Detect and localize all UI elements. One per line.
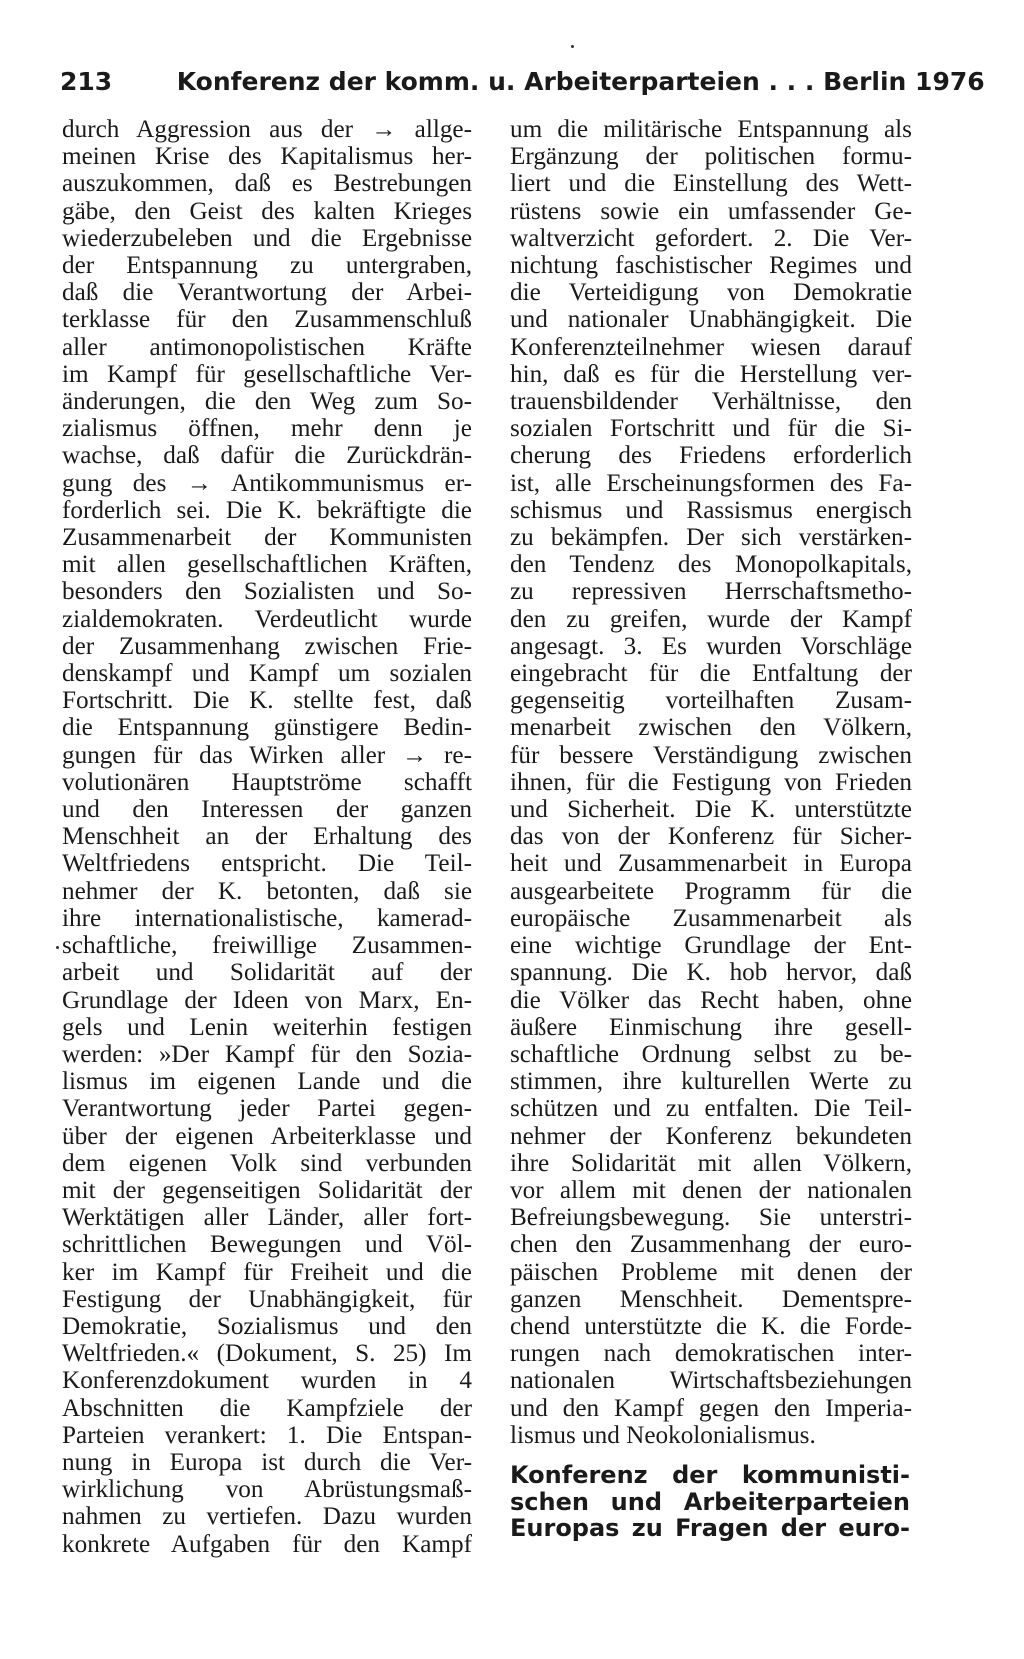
text-line: Festigung der Unabhängigkeit, für bbox=[62, 1285, 472, 1313]
text-line: denskampf und Kampf um sozialen bbox=[62, 660, 472, 688]
text-line: spannung. Die K. hob hervor, daß bbox=[510, 959, 912, 987]
text-line: arbeit und Solidarität auf der bbox=[62, 959, 472, 987]
text-line: auszukommen, daß es Bestrebungen bbox=[62, 170, 472, 198]
text-line: durch Aggression aus der → allge- bbox=[62, 116, 472, 143]
entry-text-left bbox=[62, 116, 472, 1558]
text-line: gung des → Antikommunismus er- bbox=[62, 469, 472, 497]
text-line: Verantwortung jeder Partei gegen- bbox=[62, 1095, 472, 1123]
text-line: lismus im eigenen Lande und die bbox=[62, 1068, 472, 1096]
text-line: schaftliche Ordnung selbst zu be- bbox=[510, 1040, 912, 1068]
text-line: um die militärische Entspannung als bbox=[510, 116, 912, 143]
text-line: ihre Solidarität mit allen Völkern, bbox=[510, 1149, 912, 1177]
text-line: gungen für das Wirken aller → re- bbox=[62, 741, 472, 769]
text-line: im Kampf für gesellschaftliche Ver- bbox=[62, 360, 472, 388]
text-line: terklasse für den Zusammenschluß bbox=[62, 306, 472, 334]
text-line: forderlich sei. Die K. bekräftigte die bbox=[62, 496, 472, 524]
text-line: heit und Zusammenarbeit in Europa bbox=[510, 850, 912, 878]
entry-text-right bbox=[510, 116, 912, 1449]
text-line: Zusammenarbeit der Kommunisten bbox=[62, 524, 472, 552]
text-line: schaftliche, freiwillige Zusammen- bbox=[62, 932, 472, 960]
text-line: Konferenzdokument wurden in 4 bbox=[62, 1367, 472, 1395]
text-line: ist, alle Erscheinungsformen des Fa- bbox=[510, 469, 912, 497]
text-line: ganzen Menschheit. Dementspre- bbox=[510, 1285, 912, 1313]
text-line: gels und Lenin weiterhin festigen bbox=[62, 1013, 472, 1041]
text-line: zialdemokraten. Verdeutlicht wurde bbox=[62, 605, 472, 633]
text-line: der Zusammenhang zwischen Frie- bbox=[62, 632, 472, 660]
text-line: chend unterstützte die K. die Forde- bbox=[510, 1312, 912, 1340]
text-line: Werktätigen aller Länder, aller fort- bbox=[62, 1204, 472, 1232]
text-line: schützen und zu entfalten. Die Teil- bbox=[510, 1095, 912, 1123]
text-line: Menschheit an der Erhaltung des bbox=[62, 823, 472, 851]
text-line: Weltfriedens entspricht. Die Teil- bbox=[62, 850, 472, 878]
text-line: das von der Konferenz für Sicher- bbox=[510, 823, 912, 851]
page-number: 213 bbox=[60, 67, 113, 96]
text-line: den Tendenz des Monopolkapitals, bbox=[510, 551, 912, 579]
text-line: Befreiungsbewegung. Sie unterstri- bbox=[510, 1204, 912, 1232]
text-line: Fortschritt. Die K. stellte fest, daß bbox=[62, 687, 472, 715]
heading-line: schen und Arbeiterparteien bbox=[510, 1487, 910, 1516]
next-entry-heading bbox=[510, 1462, 910, 1542]
text-line: nung in Europa ist durch die Ver- bbox=[62, 1448, 472, 1476]
text-line: chen den Zusammenhang der euro- bbox=[510, 1231, 912, 1259]
text-line: gäbe, den Geist des kalten Krieges bbox=[62, 197, 472, 225]
text-line: Weltfrieden.« (Dokument, S. 25) Im bbox=[62, 1340, 472, 1368]
text-line: liert und die Einstellung des Wett- bbox=[510, 170, 912, 198]
text-line: meinen Krise des Kapitalismus her- bbox=[62, 143, 472, 171]
text-line: die Völker das Recht haben, ohne bbox=[510, 986, 912, 1014]
text-line: rungen nach demokratischen inter- bbox=[510, 1340, 912, 1368]
text-line: schismus und Rassismus energisch bbox=[510, 496, 912, 524]
text-line: vor allem mit denen der nationalen bbox=[510, 1176, 912, 1204]
text-line: Ergänzung der politischen formu- bbox=[510, 143, 912, 171]
text-line: waltverzicht gefordert. 2. Die Ver- bbox=[510, 224, 912, 252]
text-line: den zu greifen, wurde der Kampf bbox=[510, 605, 912, 633]
text-line: menarbeit zwischen den Völkern, bbox=[510, 714, 912, 742]
text-line: konkrete Aufgaben für den Kampf bbox=[62, 1530, 472, 1558]
text-line: ihre internationalistische, kamerad- bbox=[62, 904, 472, 932]
text-line: über der eigenen Arbeiterklasse und bbox=[62, 1122, 472, 1150]
text-line: cherung des Friedens erforderlich bbox=[510, 442, 912, 470]
text-line: werden: »Der Kampf für den Sozia- bbox=[62, 1040, 472, 1068]
text-line: die Verteidigung von Demokratie bbox=[510, 279, 912, 307]
text-line: zu repressiven Herrschaftsmetho- bbox=[510, 578, 912, 606]
text-line: hin, daß es für die Herstellung ver- bbox=[510, 360, 912, 388]
text-line: lismus und Neokolonialismus. bbox=[510, 1421, 816, 1449]
text-line: nichtung faschistischer Regimes und bbox=[510, 252, 912, 280]
text-line: päischen Probleme mit denen der bbox=[510, 1258, 912, 1286]
text-line: dem eigenen Volk sind verbunden bbox=[62, 1149, 472, 1177]
running-title: Konferenz der komm. u. Arbeiterparteien . . . Berlin 1976 bbox=[176, 67, 985, 96]
text-line: daß die Verantwortung der Arbei- bbox=[62, 279, 472, 307]
print-speck bbox=[571, 45, 574, 48]
text-line: schrittlichen Bewegungen und Völ- bbox=[62, 1231, 472, 1259]
text-line: stimmen, ihre kulturellen Werte zu bbox=[510, 1068, 912, 1096]
text-line: gegenseitig vorteilhaften Zusam- bbox=[510, 687, 912, 715]
text-line: nahmen zu vertiefen. Dazu wurden bbox=[62, 1503, 472, 1531]
text-line: äußere Einmischung ihre gesell- bbox=[510, 1013, 912, 1041]
text-line: nationalen Wirtschaftsbeziehungen bbox=[510, 1367, 912, 1395]
text-line: zu bekämpfen. Der sich verstärken- bbox=[510, 524, 912, 552]
text-line: Konferenzteilnehmer wiesen darauf bbox=[510, 333, 912, 361]
text-line: wirklichung von Abrüstungsmaß- bbox=[62, 1476, 472, 1504]
text-line: aller antimonopolistischen Kräfte bbox=[62, 333, 472, 361]
text-line: und Sicherheit. Die K. unterstützte bbox=[510, 796, 912, 824]
heading-line: Konferenz der kommunisti- bbox=[510, 1461, 910, 1489]
text-line: angesagt. 3. Es wurden Vorschläge bbox=[510, 632, 912, 660]
text-line: und nationaler Unabhängigkeit. Die bbox=[510, 306, 912, 334]
text-line: Grundlage der Ideen von Marx, En- bbox=[62, 986, 472, 1014]
text-line: und den Interessen der ganzen bbox=[62, 796, 472, 824]
text-line: Demokratie, Sozialismus und den bbox=[62, 1312, 472, 1340]
left-column bbox=[62, 116, 472, 1558]
text-line: ihnen, für die Festigung von Frieden bbox=[510, 768, 912, 796]
text-line: die Entspannung günstigere Bedin- bbox=[62, 714, 472, 742]
right-column bbox=[510, 116, 912, 1449]
print-speck bbox=[56, 946, 59, 949]
text-line: wiederzubeleben und die Ergebnisse bbox=[62, 224, 472, 252]
text-line: Parteien verankert: 1. Die Entspan- bbox=[62, 1421, 472, 1449]
text-line: änderungen, die den Weg zum So- bbox=[62, 388, 472, 416]
text-line: besonders den Sozialisten und So- bbox=[62, 578, 472, 606]
text-line: mit allen gesellschaftlichen Kräften, bbox=[62, 551, 472, 579]
text-line: zialismus öffnen, mehr denn je bbox=[62, 415, 472, 443]
text-line: wachse, daß dafür die Zurückdrän- bbox=[62, 442, 472, 470]
text-line: ker im Kampf für Freiheit und die bbox=[62, 1258, 472, 1286]
text-line: ausgearbeitete Programm für die bbox=[510, 877, 912, 905]
text-line: rüstens sowie ein umfassender Ge- bbox=[510, 197, 912, 225]
heading-line: Europas zu Fragen der euro- bbox=[510, 1514, 910, 1542]
text-line: für bessere Verständigung zwischen bbox=[510, 741, 912, 769]
text-line: eingebracht für die Entfaltung der bbox=[510, 660, 912, 688]
text-line: eine wichtige Grundlage der Ent- bbox=[510, 932, 912, 960]
text-line: Abschnitten die Kampfziele der bbox=[62, 1394, 472, 1422]
text-line: der Entspannung zu untergraben, bbox=[62, 252, 472, 280]
text-line: nehmer der K. betonten, daß sie bbox=[62, 877, 472, 905]
text-line: mit der gegenseitigen Solidarität der bbox=[62, 1176, 472, 1204]
text-line: europäische Zusammenarbeit als bbox=[510, 904, 912, 932]
text-line: und den Kampf gegen den Imperia- bbox=[510, 1394, 912, 1422]
page-header bbox=[60, 62, 985, 102]
text-line: trauensbildender Verhältnisse, den bbox=[510, 388, 912, 416]
text-line: sozialen Fortschritt und für die Si- bbox=[510, 415, 912, 443]
text-line: volutionären Hauptströme schafft bbox=[62, 768, 472, 796]
text-line: nehmer der Konferenz bekundeten bbox=[510, 1122, 912, 1150]
